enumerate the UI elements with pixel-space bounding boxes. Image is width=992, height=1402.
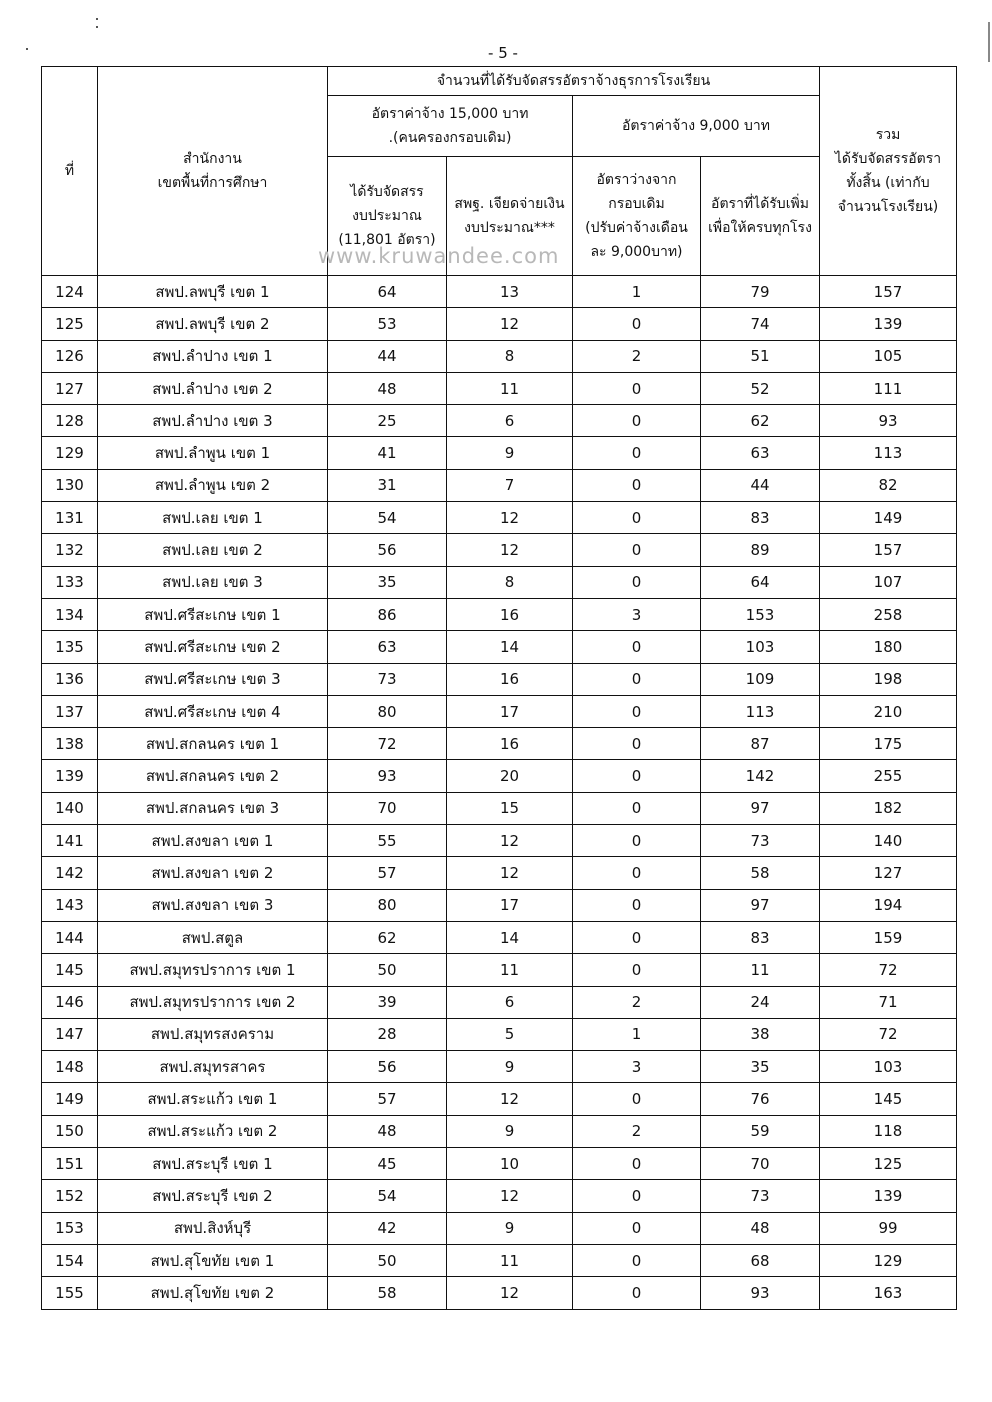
cell-no: 153 [42, 1212, 98, 1244]
cell-vacant: 0 [573, 437, 701, 469]
cell-no: 131 [42, 502, 98, 534]
cell-total: 163 [820, 1277, 957, 1309]
cell-office: สพป.สุโขทัย เขต 1 [98, 1244, 328, 1276]
cell-no: 128 [42, 405, 98, 437]
header-allocated-line1: ได้รับจัดสรร [350, 184, 424, 200]
cell-no: 154 [42, 1244, 98, 1276]
watermark: www.kruwandee.com [318, 244, 560, 268]
cell-additional: 48 [701, 1212, 820, 1244]
cell-office: สพป.ลำปาง เขต 1 [98, 340, 328, 372]
cell-no: 140 [42, 792, 98, 824]
header-total [820, 67, 957, 276]
cell-office: สพป.สมุทรปราการ เขต 2 [98, 986, 328, 1018]
cell-vacant: 0 [573, 1180, 701, 1212]
header-allocated-line3: (11,801 อัตรา) [338, 232, 436, 248]
cell-additional: 83 [701, 502, 820, 534]
cell-additional: 93 [701, 1277, 820, 1309]
header-vacant-line4: ละ 9,000บาท) [590, 244, 683, 260]
cell-saved: 11 [447, 1244, 573, 1276]
cell-total: 145 [820, 1083, 957, 1115]
cell-vacant: 1 [573, 1018, 701, 1050]
header-group-15000 [328, 96, 573, 157]
cell-additional: 52 [701, 372, 820, 404]
header-saved-line1: สพฐ. เจียดจ่ายเงิน [454, 196, 565, 212]
scan-speck [96, 18, 98, 20]
cell-allocated: 62 [328, 921, 447, 953]
cell-allocated: 86 [328, 598, 447, 630]
cell-total: 99 [820, 1212, 957, 1244]
cell-vacant: 2 [573, 340, 701, 372]
cell-total: 82 [820, 469, 957, 501]
cell-total: 107 [820, 566, 957, 598]
table-row [42, 921, 957, 953]
cell-vacant: 0 [573, 695, 701, 727]
cell-additional: 59 [701, 1115, 820, 1147]
cell-total: 129 [820, 1244, 957, 1276]
table-row [42, 1277, 957, 1309]
page-number: - 5 - [488, 44, 518, 62]
cell-additional: 24 [701, 986, 820, 1018]
cell-total: 139 [820, 308, 957, 340]
cell-additional: 58 [701, 857, 820, 889]
table-row [42, 534, 957, 566]
cell-no: 143 [42, 889, 98, 921]
cell-saved: 12 [447, 1277, 573, 1309]
cell-no: 152 [42, 1180, 98, 1212]
cell-total: 149 [820, 502, 957, 534]
cell-office: สพป.สงขลา เขต 2 [98, 857, 328, 889]
cell-saved: 17 [447, 695, 573, 727]
header-office [98, 67, 328, 276]
cell-vacant: 0 [573, 631, 701, 663]
table-row [42, 566, 957, 598]
cell-saved: 16 [447, 728, 573, 760]
cell-no: 124 [42, 276, 98, 308]
cell-vacant: 0 [573, 469, 701, 501]
cell-no: 134 [42, 598, 98, 630]
header-additional-line2: เพื่อให้ครบทุกโรง [708, 220, 812, 236]
cell-no: 129 [42, 437, 98, 469]
cell-saved: 9 [447, 437, 573, 469]
cell-office: สพป.สกลนคร เขต 2 [98, 760, 328, 792]
header-total-line2: ได้รับจัดสรรอัตรา [834, 151, 942, 167]
header-office-line1: สำนักงาน [183, 151, 242, 167]
cell-vacant: 0 [573, 566, 701, 598]
cell-vacant: 0 [573, 825, 701, 857]
scan-speck [96, 26, 98, 28]
cell-additional: 63 [701, 437, 820, 469]
cell-additional: 87 [701, 728, 820, 760]
cell-office: สพป.สระแก้ว เขต 1 [98, 1083, 328, 1115]
cell-vacant: 0 [573, 1148, 701, 1180]
cell-no: 155 [42, 1277, 98, 1309]
header-group-15000-line1: อัตราค่าจ้าง 15,000 บาท [371, 106, 529, 122]
cell-saved: 14 [447, 921, 573, 953]
cell-allocated: 31 [328, 469, 447, 501]
header-vacant-line2: กรอบเดิม [608, 196, 665, 212]
cell-no: 137 [42, 695, 98, 727]
header-vacant [573, 157, 701, 276]
table-row [42, 502, 957, 534]
cell-saved: 16 [447, 598, 573, 630]
cell-additional: 44 [701, 469, 820, 501]
cell-allocated: 54 [328, 502, 447, 534]
cell-total: 71 [820, 986, 957, 1018]
cell-saved: 20 [447, 760, 573, 792]
cell-total: 125 [820, 1148, 957, 1180]
header-total-line4: จำนวนโรงเรียน) [837, 199, 939, 215]
cell-no: 141 [42, 825, 98, 857]
cell-vacant: 1 [573, 276, 701, 308]
cell-vacant: 0 [573, 534, 701, 566]
cell-allocated: 72 [328, 728, 447, 760]
cell-additional: 83 [701, 921, 820, 953]
cell-no: 147 [42, 1018, 98, 1050]
cell-allocated: 80 [328, 695, 447, 727]
cell-saved: 6 [447, 986, 573, 1018]
cell-total: 198 [820, 663, 957, 695]
cell-vacant: 0 [573, 1212, 701, 1244]
header-saved-line2: งบประมาณ*** [464, 220, 555, 236]
cell-vacant: 0 [573, 1244, 701, 1276]
table-row [42, 954, 957, 986]
cell-allocated: 35 [328, 566, 447, 598]
cell-office: สพป.ศรีสะเกษ เขต 2 [98, 631, 328, 663]
cell-saved: 8 [447, 566, 573, 598]
cell-saved: 5 [447, 1018, 573, 1050]
cell-saved: 16 [447, 663, 573, 695]
cell-vacant: 0 [573, 1277, 701, 1309]
cell-office: สพป.ลำพูน เขต 2 [98, 469, 328, 501]
cell-office: สพป.ศรีสะเกษ เขต 1 [98, 598, 328, 630]
cell-no: 133 [42, 566, 98, 598]
cell-allocated: 28 [328, 1018, 447, 1050]
cell-office: สพป.สกลนคร เขต 3 [98, 792, 328, 824]
cell-vacant: 0 [573, 921, 701, 953]
cell-office: สพป.สระบุรี เขต 1 [98, 1148, 328, 1180]
cell-allocated: 70 [328, 792, 447, 824]
table-row [42, 1051, 957, 1083]
cell-additional: 68 [701, 1244, 820, 1276]
cell-no: 148 [42, 1051, 98, 1083]
cell-vacant: 0 [573, 502, 701, 534]
cell-no: 130 [42, 469, 98, 501]
table-row [42, 437, 957, 469]
cell-no: 138 [42, 728, 98, 760]
cell-saved: 12 [447, 1083, 573, 1115]
cell-office: สพป.ลพบุรี เขต 1 [98, 276, 328, 308]
cell-vacant: 0 [573, 372, 701, 404]
cell-office: สพป.เลย เขต 3 [98, 566, 328, 598]
cell-total: 103 [820, 1051, 957, 1083]
cell-vacant: 0 [573, 728, 701, 760]
cell-additional: 73 [701, 1180, 820, 1212]
table-row [42, 372, 957, 404]
cell-office: สพป.ลำปาง เขต 3 [98, 405, 328, 437]
table-row [42, 1018, 957, 1050]
cell-saved: 12 [447, 857, 573, 889]
cell-saved: 7 [447, 469, 573, 501]
cell-additional: 97 [701, 792, 820, 824]
cell-no: 139 [42, 760, 98, 792]
cell-office: สพป.สตูล [98, 921, 328, 953]
cell-allocated: 54 [328, 1180, 447, 1212]
cell-allocated: 73 [328, 663, 447, 695]
cell-allocated: 57 [328, 857, 447, 889]
cell-saved: 9 [447, 1115, 573, 1147]
cell-additional: 51 [701, 340, 820, 372]
cell-no: 146 [42, 986, 98, 1018]
cell-additional: 35 [701, 1051, 820, 1083]
cell-allocated: 55 [328, 825, 447, 857]
cell-vacant: 0 [573, 889, 701, 921]
cell-office: สพป.สงขลา เขต 3 [98, 889, 328, 921]
cell-office: สพป.สมุทรสาคร [98, 1051, 328, 1083]
cell-saved: 6 [447, 405, 573, 437]
cell-allocated: 80 [328, 889, 447, 921]
cell-additional: 142 [701, 760, 820, 792]
cell-allocated: 93 [328, 760, 447, 792]
table-row [42, 1148, 957, 1180]
cell-additional: 89 [701, 534, 820, 566]
cell-vacant: 0 [573, 405, 701, 437]
cell-allocated: 50 [328, 1244, 447, 1276]
cell-allocated: 57 [328, 1083, 447, 1115]
cell-additional: 153 [701, 598, 820, 630]
cell-total: 72 [820, 954, 957, 986]
cell-total: 157 [820, 276, 957, 308]
table-row [42, 1083, 957, 1115]
cell-saved: 13 [447, 276, 573, 308]
cell-saved: 12 [447, 502, 573, 534]
table-row [42, 276, 957, 308]
cell-total: 105 [820, 340, 957, 372]
cell-saved: 12 [447, 308, 573, 340]
cell-no: 151 [42, 1148, 98, 1180]
table-row [42, 1115, 957, 1147]
cell-no: 145 [42, 954, 98, 986]
cell-vacant: 0 [573, 308, 701, 340]
cell-allocated: 48 [328, 1115, 447, 1147]
cell-no: 127 [42, 372, 98, 404]
cell-total: 118 [820, 1115, 957, 1147]
cell-vacant: 0 [573, 760, 701, 792]
cell-additional: 109 [701, 663, 820, 695]
cell-total: 194 [820, 889, 957, 921]
cell-office: สพป.สระแก้ว เขต 2 [98, 1115, 328, 1147]
cell-office: สพป.ศรีสะเกษ เขต 3 [98, 663, 328, 695]
table-row [42, 986, 957, 1018]
cell-vacant: 0 [573, 792, 701, 824]
table-body [42, 276, 957, 1310]
cell-no: 136 [42, 663, 98, 695]
cell-total: 111 [820, 372, 957, 404]
cell-allocated: 45 [328, 1148, 447, 1180]
header-additional [701, 157, 820, 276]
cell-saved: 12 [447, 1180, 573, 1212]
cell-allocated: 25 [328, 405, 447, 437]
cell-vacant: 0 [573, 857, 701, 889]
cell-no: 125 [42, 308, 98, 340]
cell-saved: 17 [447, 889, 573, 921]
cell-allocated: 44 [328, 340, 447, 372]
cell-office: สพป.เลย เขต 1 [98, 502, 328, 534]
header-group-15000-line2: .(คนครองกรอบเดิม) [388, 130, 512, 146]
cell-allocated: 48 [328, 372, 447, 404]
table-row [42, 857, 957, 889]
cell-saved: 14 [447, 631, 573, 663]
cell-total: 182 [820, 792, 957, 824]
cell-saved: 11 [447, 372, 573, 404]
cell-total: 72 [820, 1018, 957, 1050]
cell-saved: 8 [447, 340, 573, 372]
cell-allocated: 42 [328, 1212, 447, 1244]
cell-saved: 11 [447, 954, 573, 986]
cell-office: สพป.สกลนคร เขต 1 [98, 728, 328, 760]
cell-allocated: 64 [328, 276, 447, 308]
cell-office: สพป.สระบุรี เขต 2 [98, 1180, 328, 1212]
cell-no: 150 [42, 1115, 98, 1147]
cell-total: 255 [820, 760, 957, 792]
header-additional-line1: อัตราที่ได้รับเพิ่ม [711, 196, 809, 212]
header-group-9000: อัตราค่าจ้าง 9,000 บาท [573, 96, 820, 157]
cell-additional: 76 [701, 1083, 820, 1115]
cell-no: 149 [42, 1083, 98, 1115]
cell-vacant: 2 [573, 986, 701, 1018]
cell-allocated: 50 [328, 954, 447, 986]
cell-total: 140 [820, 825, 957, 857]
cell-total: 93 [820, 405, 957, 437]
cell-additional: 64 [701, 566, 820, 598]
cell-total: 159 [820, 921, 957, 953]
table-row [42, 1180, 957, 1212]
cell-saved: 10 [447, 1148, 573, 1180]
cell-allocated: 63 [328, 631, 447, 663]
cell-office: สพป.สิงห์บุรี [98, 1212, 328, 1244]
table-row [42, 308, 957, 340]
cell-vacant: 3 [573, 1051, 701, 1083]
cell-saved: 12 [447, 534, 573, 566]
table-row [42, 728, 957, 760]
table-row [42, 695, 957, 727]
cell-allocated: 41 [328, 437, 447, 469]
cell-allocated: 53 [328, 308, 447, 340]
cell-office: สพป.ลำพูน เขต 1 [98, 437, 328, 469]
cell-additional: 79 [701, 276, 820, 308]
header-group-main: จำนวนที่ได้รับจัดสรรอัตราจ้างธุรการโรงเรียน [328, 67, 820, 96]
table-row [42, 340, 957, 372]
header-office-line2: เขตพื้นที่การศึกษา [157, 175, 268, 191]
cell-vacant: 0 [573, 1083, 701, 1115]
cell-saved: 12 [447, 825, 573, 857]
cell-office: สพป.สมุทรปราการ เขต 1 [98, 954, 328, 986]
cell-vacant: 0 [573, 663, 701, 695]
cell-additional: 70 [701, 1148, 820, 1180]
cell-total: 113 [820, 437, 957, 469]
table-row [42, 825, 957, 857]
cell-additional: 11 [701, 954, 820, 986]
cell-total: 258 [820, 598, 957, 630]
cell-additional: 113 [701, 695, 820, 727]
cell-office: สพป.สุโขทัย เขต 2 [98, 1277, 328, 1309]
cell-vacant: 0 [573, 954, 701, 986]
table-row [42, 405, 957, 437]
cell-total: 175 [820, 728, 957, 760]
table-row [42, 1212, 957, 1244]
cell-office: สพป.ศรีสะเกษ เขต 4 [98, 695, 328, 727]
header-vacant-line1: อัตราว่างจาก [596, 172, 677, 188]
header-total-line3: ทั้งสิ้น (เท่ากับ [846, 175, 930, 191]
cell-no: 132 [42, 534, 98, 566]
table-row [42, 889, 957, 921]
cell-office: สพป.สมุทรสงคราม [98, 1018, 328, 1050]
table-row [42, 469, 957, 501]
cell-additional: 73 [701, 825, 820, 857]
cell-office: สพป.เลย เขต 2 [98, 534, 328, 566]
cell-additional: 103 [701, 631, 820, 663]
cell-no: 142 [42, 857, 98, 889]
header-allocated-line2: งบประมาณ [352, 208, 422, 224]
table-row [42, 598, 957, 630]
cell-additional: 62 [701, 405, 820, 437]
cell-total: 139 [820, 1180, 957, 1212]
header-no: ที่ [42, 67, 98, 276]
cell-saved: 15 [447, 792, 573, 824]
cell-vacant: 3 [573, 598, 701, 630]
cell-allocated: 39 [328, 986, 447, 1018]
cell-total: 157 [820, 534, 957, 566]
cell-no: 135 [42, 631, 98, 663]
cell-total: 210 [820, 695, 957, 727]
cell-total: 180 [820, 631, 957, 663]
table-row [42, 631, 957, 663]
cell-additional: 38 [701, 1018, 820, 1050]
cell-allocated: 56 [328, 534, 447, 566]
cell-office: สพป.สงขลา เขต 1 [98, 825, 328, 857]
cell-total: 127 [820, 857, 957, 889]
table-row [42, 792, 957, 824]
cell-office: สพป.ลพบุรี เขต 2 [98, 308, 328, 340]
cell-saved: 9 [447, 1051, 573, 1083]
cell-vacant: 2 [573, 1115, 701, 1147]
cell-no: 144 [42, 921, 98, 953]
cell-office: สพป.ลำปาง เขต 2 [98, 372, 328, 404]
cell-allocated: 58 [328, 1277, 447, 1309]
table-row [42, 663, 957, 695]
header-total-line1: รวม [875, 127, 901, 143]
table-row [42, 760, 957, 792]
cell-additional: 74 [701, 308, 820, 340]
cell-additional: 97 [701, 889, 820, 921]
cell-saved: 9 [447, 1212, 573, 1244]
cell-allocated: 56 [328, 1051, 447, 1083]
table-row [42, 1244, 957, 1276]
cell-no: 126 [42, 340, 98, 372]
header-vacant-line3: (ปรับค่าจ้างเดือน [585, 220, 688, 236]
